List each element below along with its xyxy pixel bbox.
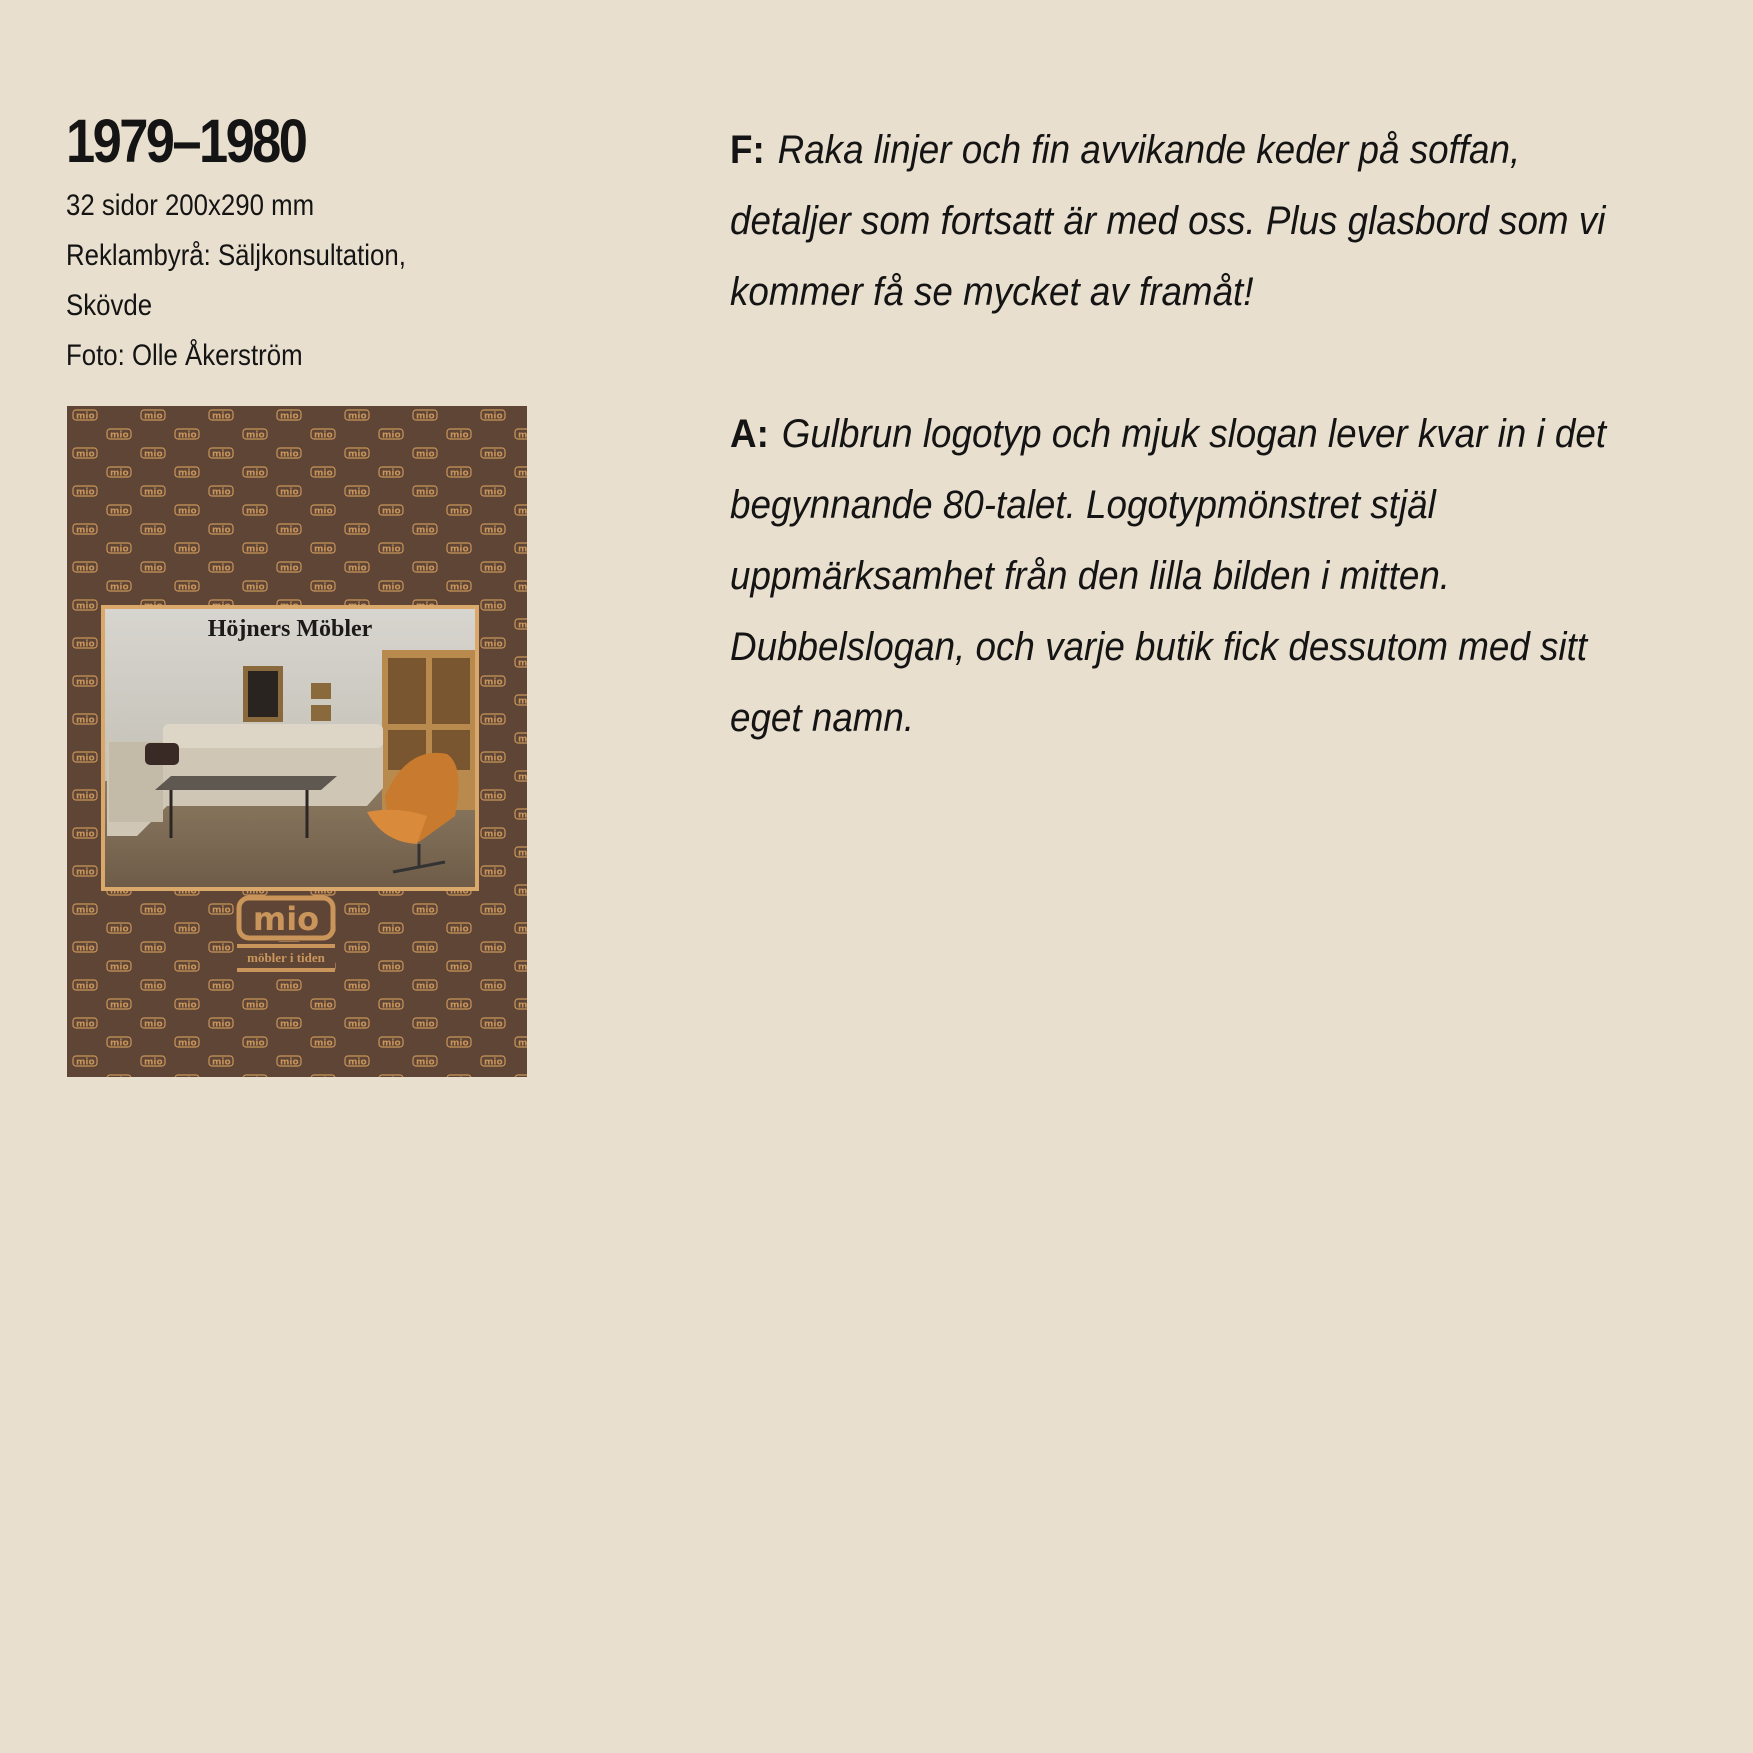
- catalog-meta: [66, 181, 548, 381]
- meta-agency: Reklambyrå: Säljkonsultation,: [66, 239, 406, 272]
- comment-f: [730, 115, 1613, 328]
- comment-text: Raka linjer och fin avvikande keder på soffan, detaljer som fortsatt är med oss. Plus glasbord som vi kommer få se mycket av framåt!: [730, 128, 1606, 314]
- comment-label: F:: [730, 128, 765, 172]
- catalog-cover-image: [67, 406, 527, 1077]
- comment-label: A:: [730, 412, 769, 456]
- comment-text: Gulbrun logotyp och mjuk slogan lever kvar in i det begynnande 80-talet. Logotypmönstret stjäl uppmärksamhet från den lilla bilden i mitten. Dubbelslogan, och varje butik fick dessutom med sitt eget namn.: [730, 412, 1607, 740]
- meta-photo: Foto: Olle Åkerström: [66, 339, 303, 372]
- cover-logo-text: mio: [252, 900, 320, 938]
- catalog-year: 1979–1980: [66, 107, 306, 175]
- comment-a: [730, 399, 1613, 754]
- commentary: [730, 115, 1680, 754]
- cover-store-name: Höjners Möbler: [207, 616, 373, 642]
- cover-slogan: möbler i tiden: [247, 950, 325, 965]
- meta-agency-city: Skövde: [66, 289, 153, 322]
- meta-pages-size: 32 sidor 200x290 mm: [66, 189, 315, 222]
- catalog-info: [66, 105, 586, 381]
